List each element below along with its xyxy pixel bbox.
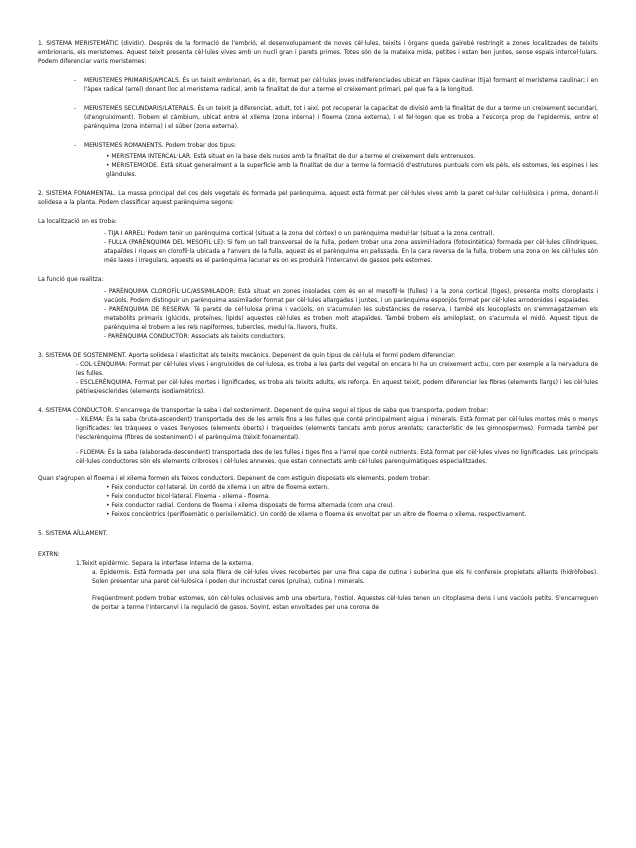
- s3-collenquima: - COL·LÈNQUIMA: Format per cèl·lules vives i engruixides de cel·lulosa, es troba a les parts del vegetal on encara hi ha un creixement actiu, com per exemple a la nervadura de les fulles.: [76, 362, 598, 377]
- s3-esclerenquima: - ESCLERÈNQUIMA. Format per cèl·lules mortes i lignificades, es troba als teixits adults, els reforça. En aquest teixit, podem diferenciar les fibres (elements llargs) i les cèl·lules pètries/esclerides (elements isodiamètrics).: [76, 380, 598, 395]
- s2-loc-line: - FULLA (PARÈNQUIMA DEL MESOFIL·LE): Si fem un tall transversal de la fulla, podem trobar una zona assimil·ladora (fotosintètica) formada per cèl·lules cilíndriques, atapaïdes i riques en clorofil·la ubicada a l'anvers de la fulla, aquest és el parènquima en palissada. En la cara reversa de la fulla, trobem una zona on les cèl·lules són més laxes i irregulars, aquests es el parènquima lacunar es on es produirà l'intercanvi de gassos pels estomes.: [104, 240, 598, 264]
- s1-primaris: MERISTEMES PRIMARIS/APICALS. És un teixit embrionari, és a dir, format per cèl·lules joves indiferenciades ubicat en l'àpex caulinar (tija) formant el meristema caulinar; i en l'àpex radical (arrel) donant lloc al meristema radical, amb la finalitat de dur a terme el creixement primari, pel que fa a la longitud.: [84, 78, 598, 93]
- s4-floema: - FLOEMA: És la saba (elaborada-descendent) transportada des de les fulles i tiges fins a l'arrel que conté nutrients. Està format per cèl·lules vives no lignificades. Les principals cèl·lules conductores són els elements cribrosos i cèl·lules annexes, que estan connectats amb cèl·lules parenquimàtiques especialitzades.: [76, 450, 598, 465]
- s4-feix: • Feix conductor bicol·lateral. Floema - xilema - floema.: [106, 494, 271, 500]
- s2-intro: 2. SISTEMA FONAMENTAL. La massa principal del cos dels vegetals és formada pel parènquima, aquest està format per cèl·lules vives amb la paret cel·lular cel·lulòsica i prima, donant-li solidesa a la planta. Podem classificar aquest parènquima segons:: [38, 191, 598, 206]
- s3-list: [38, 361, 598, 397]
- s1-intro: 1. SISTEMA MERISTEMÀTIC (dividir). Després de la formació de l'embrió, el desenvolupament de noves cèl·lules, teixits i òrgans queda gairebé restringit a zones localitzades de teixits embrionaris, els meristemes. Aquest teixit presenta cèl·lules vives amb un nucli gran i parets primes. Totes són de la mateixa mida, petites i estan ben juntes, sense espais intercel·lulars. Podem diferenciar varis meristemes:: [38, 41, 598, 65]
- s5-epidermis: a. Epidermis. Està formada per una sola filera de cèl·lules vives recobertes per una fina capa de cutina i suberina que els hi confereix propietats aïllants (hidròfobes). Solen presentar una paret cel·lulòsica i poden dur incrustat ceres (pruïna), cutina i minerals.: [92, 570, 598, 585]
- s2-func-line: - PARÈNQUIMA DE RESERVA: Té parets de cel·lulosa prima i vacúols, on s'acumulen les substàncies de reserva, i també els leucoplasts on s'emmagatzemen els metabòlits primaris (glúcids, proteïnes, lípids) aquestes cèl·lules es troben molt atapaïdes. També trobem els amiloplast, on s'acumula el midó. Aquest tipus de parènquima el trobem a les rels napiformes, tubercles, medul·la, llavors, fruits.: [104, 307, 598, 331]
- s1-romanents-item: - MERISTEMES ROMANENTS. Podem trobar dos tipus:: [38, 142, 598, 151]
- s4-feixos-list: [38, 484, 598, 520]
- s2-loc-head: La localització on es troba:: [38, 219, 117, 225]
- s4-feix: • Feix conductor radial. Cordons de floema i xilema disposats de forma alternada (com una creu).: [106, 503, 395, 509]
- s4-feix: • Feixos concèntrics (perifloemàtic o perixilemàtic). Un cordó de xilema o floema és envoltat per un altre de floema o xilema, respectivament.: [106, 512, 527, 518]
- s1-secundaris: MERISTEMES SECUNDARIS/LATERALS. És un teixit ja diferenciat, adult, tot i així, pot recuperar la capacitat de divisió amb la finalitat de dur a terme un creixement secundari, (d'engruiximent). Trobem el càmbium, ubicat entre el xilema (zona interna) i floema (zona externa), i el fel·logen que es troba a l'escorça prop de l'epidermis, entre el parènquima (zona interna) i el súber (zona externa).: [84, 106, 598, 130]
- s2-func-line: - PARÈNQUIMA CLOROFÍL·LIC/ASSIMILADOR: Està situat en zones insolades com és en el mesofil·le (fulles) i a la zona cortical (tiges), presenta molts cloroplasts i vacúols. Podem distinguir un parènquima assimilador format per cèl·lules allargades i juntes, i un parènquima esponjós format per cèl·lules arrodonides i espaiades.: [104, 289, 598, 304]
- s2-func-line: - PARÈNQUIMA CONDUCTOR: Associats als teixits conductors.: [104, 334, 286, 340]
- s2-loc-list: [38, 230, 598, 266]
- s1-meristemoide: • MERISTEMOIDE. Està situat generalment a la superfície amb la finalitat de dur a terme la formació d'estrutures puntuals com els pèls, els estomes, les espines i les glàndules.: [106, 163, 598, 178]
- s1-secundaris-item: - MERISTEMES SECUNDARIS/LATERALS. És un teixit ja diferenciat, adult, tot i així, pot recuperar la capacitat de divisió amb la finalitat de dur a terme un creixement secundari, (d'engruiximent). Trobem el càmbium, ubicat entre el xilema (zona interna) i floema (zona externa), i el fel·logen que es troba a l'escorça prop de l'epidermis, entre el parènquima (zona interna) i el súber (zona externa).: [73, 106, 598, 130]
- s2-func-head: La funció que realitza:: [38, 277, 104, 283]
- s5-title: 5. SISTEMA AÏLLAMENT.: [38, 531, 108, 537]
- s5-extrn: EXTRN:: [38, 552, 60, 558]
- s1-romanents: MERISTEMES ROMANENTS. Podem trobar dos tipus:: [84, 143, 237, 149]
- s1-primaris-item: - MERISTEMES PRIMARIS/APICALS. És un teixit embrionari, és a dir, format per cèl·lules joves indiferenciades ubicat en l'àpex caulinar (tija) formant el meristema caulinar; i en l'àpex radical (arrel) donant lloc al meristema radical, amb la finalitat de dur a terme el creixement primari, pel que fa a la longitud.: [73, 78, 598, 93]
- s2-loc-line: - TIJA I ARREL: Podem tenir un parènquima cortical (situat a la zona del còrtex) o un parènquima medul·lar (situat a la zona central).: [104, 231, 495, 237]
- s4-intro: 4. SISTEMA CONDUCTOR. S'encarrega de transportar la saba i del sosteniment. Depenent de quina segui el tipus de saba que transporta, podem trobar:: [38, 408, 489, 414]
- s4-feix: • Feix conductor col·lateral. Un cordó de xilema i un altre de floema extern.: [106, 485, 330, 491]
- document-page: [38, 40, 598, 613]
- s5-freq: Freqüentment podem trobar estomes, són cèl·lules oclusives amb una obertura, l'ostiol. Aquestes cèl·lules tenen un citoplasma dens i uns vacúols petits. S'encarreguen de portar a terme l'intercanvi i la regulació de gasos. Sovint, estan envoltades per una corona de: [92, 596, 598, 611]
- s4-xilema: - XILEMA: És la saba (bruta-ascendent) transportada des de les arrels fins a les fulles que conté principalment aigua i minerals. Està format per cèl·lules mortes més o menys lignificades: les tràquees o vasos llenyosos (elements oberts) i traqueides (elements tancats amb porus areolats; característic de les gimnospermes). Formada també per l'esclerènquima (fibres de sosteniment) i el parènquima (teixit fonamental).: [76, 417, 598, 441]
- s1-romanents-list: [38, 153, 598, 180]
- s1-intercalar: • MERISTEMA INTERCAL·LAR. Està situat en la base dels nusos amb la finalitat de dur a terme el creixement dels entrenusos.: [106, 154, 476, 160]
- s5-teixit: 1.Teixit epidèrmic. Separa la interfase interna de la externa.: [76, 561, 254, 567]
- s4-feixos-head: Quan s'agrupen el floema i el xilema formen els feixos conductors. Depenent de com estiguin disposats els elements, podem trobar:: [38, 476, 431, 482]
- s2-func-list: [38, 288, 598, 342]
- s3-intro: 3. SISTEMA DE SOSTENIMENT. Aporta solidesa i elasticitat als teixits mecànics. Depenent de quin tipus de cèl·lula el formi podem diferenciar:: [38, 353, 456, 359]
